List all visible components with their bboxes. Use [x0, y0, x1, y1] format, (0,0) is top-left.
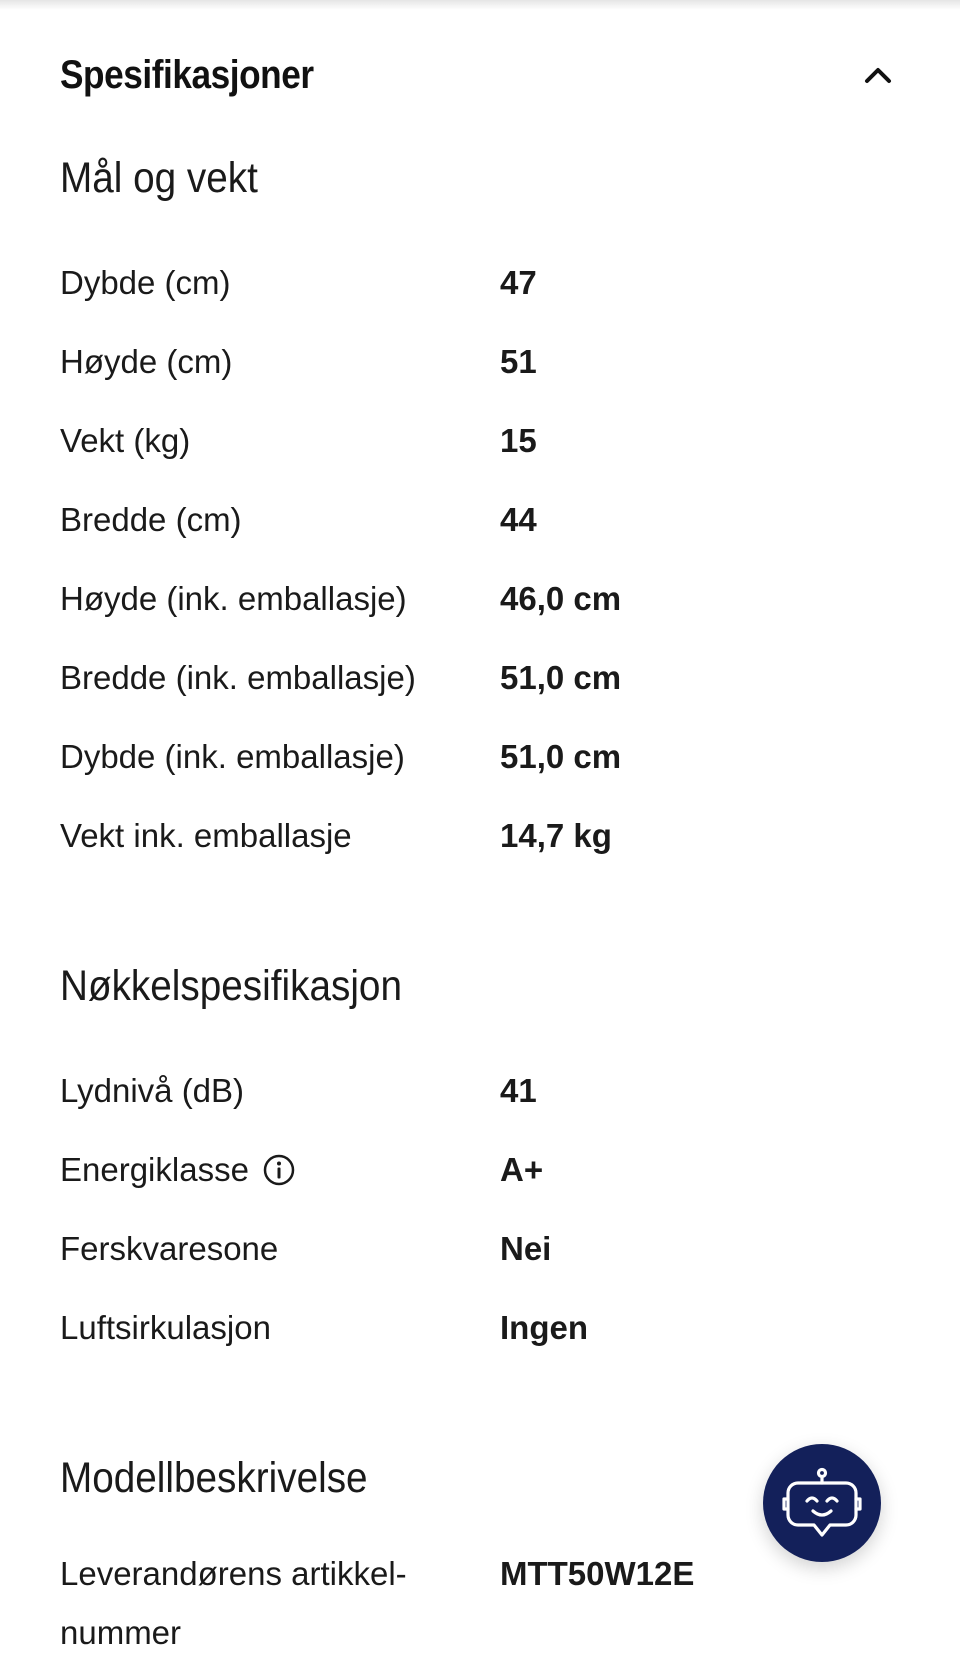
section-title: Modellbeskrivelse — [60, 1454, 368, 1502]
spec-row-packaged-depth — [60, 717, 900, 796]
section-title: Nøkkelspesifikasjon — [60, 962, 402, 1010]
spec-value: 46,0 cm — [500, 579, 622, 617]
spec-value: 15 — [500, 421, 537, 459]
spec-row-packaged-width — [60, 638, 900, 717]
spec-row-width — [60, 480, 900, 559]
spec-label-text: Energiklasse — [60, 1150, 249, 1188]
spec-row-supplier-article-number — [60, 1544, 900, 1662]
spec-value: 51,0 cm — [500, 737, 622, 775]
chevron-up-icon — [863, 65, 893, 85]
spec-label: Bredde (cm) — [60, 500, 242, 538]
spec-row-weight — [60, 401, 900, 480]
chatbot-robot-icon — [780, 1461, 864, 1545]
spec-label: Lydnivå (dB) — [60, 1071, 245, 1109]
spec-label-line: nummer — [60, 1614, 182, 1651]
spec-label: Vekt (kg) — [60, 421, 191, 459]
spec-value: MTT50W12E — [500, 1555, 695, 1592]
spec-row-depth — [60, 243, 900, 322]
page-title: Spesifikasjoner — [60, 52, 314, 97]
spec-row-packaged-weight — [60, 796, 900, 875]
spec-value: 41 — [500, 1071, 537, 1109]
specifications-header[interactable] — [60, 40, 900, 110]
spec-row-height — [60, 322, 900, 401]
spec-value: 47 — [500, 263, 537, 301]
spec-label: Ferskvaresone — [60, 1229, 279, 1267]
spec-label: Dybde (ink. emballasje) — [60, 737, 405, 775]
spec-label: Høyde (ink. emballasje) — [60, 579, 407, 617]
spec-value: A+ — [500, 1150, 544, 1188]
collapse-button[interactable] — [856, 53, 900, 97]
section-dimensions — [60, 148, 900, 875]
spec-value: Nei — [500, 1229, 552, 1267]
spec-row-energy-class — [60, 1130, 900, 1209]
spec-row-fresh-zone — [60, 1209, 900, 1288]
chatbot-button[interactable] — [763, 1444, 881, 1562]
spec-label: Høyde (cm) — [60, 342, 233, 380]
section-title: Mål og vekt — [60, 154, 258, 202]
spec-row-noise-level — [60, 1051, 900, 1130]
spec-value: 14,7 kg — [500, 816, 612, 854]
top-shadow — [0, 0, 960, 10]
spec-value: 51,0 cm — [500, 658, 622, 696]
spec-value: Ingen — [500, 1308, 588, 1346]
spec-label — [60, 1544, 500, 1662]
spec-label-line: Leverandørens artikkel- — [60, 1555, 407, 1592]
spec-label: Luftsirkulasjon — [60, 1308, 271, 1346]
spec-value: 44 — [500, 500, 537, 538]
spec-label-with-icon — [60, 1151, 500, 1189]
spec-row-packaged-height — [60, 559, 900, 638]
spec-label: Bredde (ink. emballasje) — [60, 658, 416, 696]
spec-value: 51 — [500, 342, 537, 380]
spec-label: Vekt ink. emballasje — [60, 816, 352, 854]
section-key-specs — [60, 956, 900, 1367]
info-icon[interactable] — [263, 1154, 295, 1186]
spec-row-air-circulation — [60, 1288, 900, 1367]
spec-label: Dybde (cm) — [60, 263, 231, 301]
